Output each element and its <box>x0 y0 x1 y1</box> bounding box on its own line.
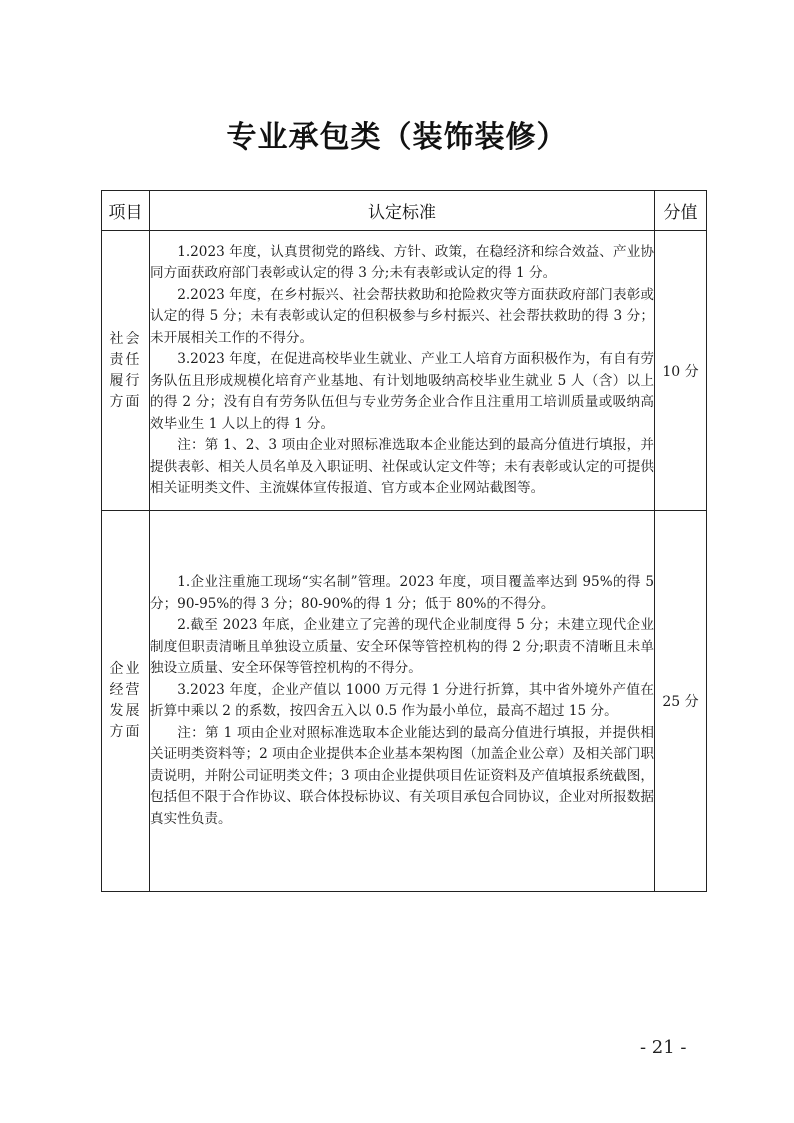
item-label-line: 方面 <box>109 724 142 740</box>
note-paragraph: 注：第 1、2、3 项由企业对照标准选取本企业能达到的最高分值进行填报，并提供表彰、相关人员名单及入职证明、社保或认定文件等；未有表彰或认定的可提供相关证明类文件、主流媒体宣传报道、官方或本企业网站截图等。 <box>150 437 654 496</box>
criterion-paragraph: 3.2023 年度，在促进高校毕业生就业、产业工人培育方面积极作为，有自有劳务队伍且形成规模化培育产业基地、有计划地吸纳高校毕业生就业 5 人（含）以上的得 2 分；没有自有劳务队伍但与专业劳务企业合作且注重用工培训质量或吸纳高效毕业生 1 人以上的得 1 分。 <box>150 351 654 432</box>
table-row-business-development <box>102 511 707 892</box>
criterion-paragraph: 3.2023 年度，企业产值以 1000 万元得 1 分进行折算，其中省外境外产值在折算中乘以 2 的系数，按四舍五入以 0.5 作为最小单位，最高不超过 15 分。 <box>150 681 654 719</box>
document-title: 专业承包类（装饰装修） <box>226 120 568 155</box>
item-label-line: 方面 <box>109 393 142 410</box>
score-cell: 25 分 <box>655 511 707 892</box>
score-cell: 10 分 <box>655 231 707 511</box>
note-paragraph: 注：第 1 项由企业对照标准选取本企业能达到的最高分值进行填报，并提供相关证明类资料等；2 项由企业提供本企业基本架构图（加盖企业公章）及相关部门职责说明，并附公司证明类文件；3 项由企业提供项目佐证资料及产值填报系统截图，包括但不限于合作协议、联合体投标协议、有关项目承包合同协议，企业对所报数据真实性负责。 <box>150 724 654 827</box>
item-label-line: 发展 <box>109 703 142 719</box>
item-cell <box>102 231 150 511</box>
standard-cell <box>150 511 655 892</box>
header-score: 分值 <box>655 191 707 231</box>
criteria-table <box>101 190 707 892</box>
table-row-social-responsibility <box>102 231 707 511</box>
criterion-paragraph: 1.企业注重施工现场“实名制”管理。2023 年度，项目覆盖率达到 95%的得 5 分；90-95%的得 3 分；80-90%的得 1 分；低于 80%的不得分。 <box>150 574 654 612</box>
item-cell <box>102 511 150 892</box>
criterion-paragraph: 2.2023 年度，在乡村振兴、社会帮扶救助和抢险救灾等方面获政府部门表彰或认定的得 5 分；未有表彰或认定的但积极参与乡村振兴、社会帮扶救助的得 3 分；未开展相关工作的不得分。 <box>150 286 654 346</box>
item-label-line: 经营 <box>109 682 142 698</box>
header-item: 项目 <box>102 191 150 231</box>
header-standard: 认定标准 <box>150 191 655 231</box>
page-number: - 21 - <box>640 1037 687 1058</box>
item-label-line: 履行 <box>109 372 142 389</box>
item-label-line: 企业 <box>109 661 142 677</box>
item-label-line: 社会 <box>109 330 142 347</box>
standard-cell <box>150 231 655 511</box>
criterion-paragraph: 2.截至 2023 年底，企业建立了完善的现代企业制度得 5 分；未建立现代企业制度但职责清晰且单独设立质量、安全环保等管控机构的得 2 分;职责不清晰且未单独设立质量、安全环保等管控机构的不得分。 <box>150 617 654 676</box>
item-label-line: 责任 <box>109 351 142 368</box>
table-header-row <box>102 191 707 231</box>
criterion-paragraph: 1.2023 年度，认真贯彻党的路线、方针、政策，在稳经济和综合效益、产业协同方面获政府部门表彰或认定的得 3 分;未有表彰或认定的得 1 分。 <box>150 243 654 281</box>
